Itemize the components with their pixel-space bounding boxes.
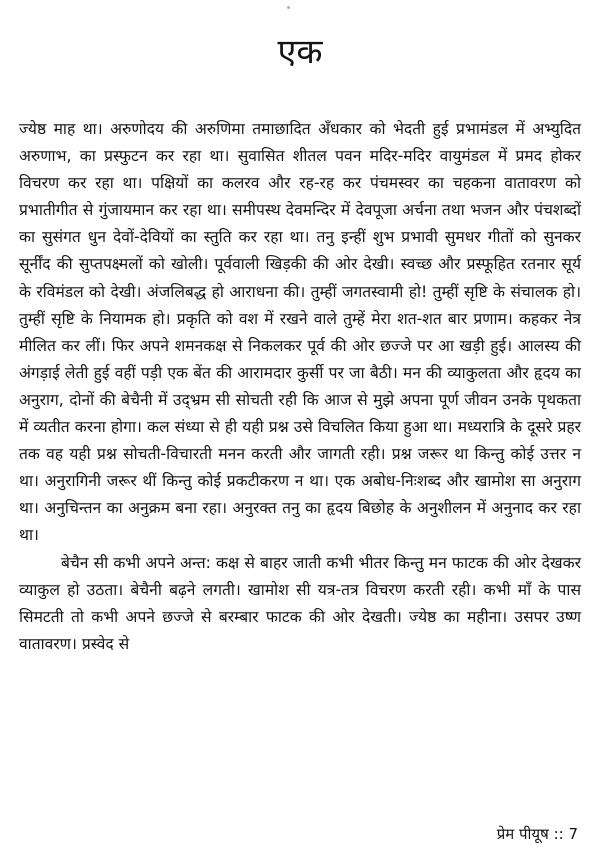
chapter-title: एक [277,32,323,72]
top-margin-dot [287,6,290,9]
paragraph-2: बेचैन सी कभी अपने अन्त: कक्ष से बाहर जाती कभी भीतर किन्तु मन फाटक की ओर देखकर व्याकुल हो उठता। बेचैनी बढ़ने लगती। खामोश सी यत्र-तत्र विचरण करती रही। कभी माँ के पास सिमटती तो कभी अपने छज्जे से बरम्बार फाटक की ओर देखती। ज्येष्ठ का महीना। उसपर उष्ण वातावरण। प्रस्वेद से [19,553,581,653]
page-footer: प्रेम पीयूष :: 7 [496,825,578,843]
body-text [19,116,581,658]
paragraph-1: ज्येष्ठ माह था। अरुणोदय की अरुणिमा तमाछादित अँधकार को भेदती हुई प्रभामंडल में अभ्युदित अरुणाभ, का प्रस्फुटन कर रहा था। सुवासित शीतल पवन मदिर-मदिर वायुमंडल में प्रमद होकर विचरण कर रहा था। पक्षियों का कलरव और रह-रह कर पंचमस्वर का चहकना वातावरण को प्रभातीगीत से गुंजायमान कर रहा था। समीपस्थ देवमन्दिर में देवपूजा अर्चना तथा भजन और पंचशब्दों का सुसंगत धुन देवों-देवियों का स्तुति कर रहा था। तनु इन्हीं शुभ प्रभावी सुमधर गीतों को सुनकर सूर्नींद की सुप्तपक्ष्मलों को खोली। पूर्ववाली खिड़की की ओर देखी। स्वच्छ और प्रस्फूहित रतनार सूर्य के रविमंडल को देखी। अंजलिबद्ध हो आराधना की। तुम्हीं जगतस्वामी हो! तुम्हीं सृष्टि के संचालक हो। तुम्हीं सृष्टि के नियामक हो। प्रकृति को वश में रखने वाले तुम्हें मेरा शत-शत बार प्रणाम। कहकर नेत्र मीलित कर लीं। फिर अपने शमनकक्ष से निकलकर पूर्व की ओर छज्जे पर आ खड़ी हुई। आलस्य की अंगड़ाई लेती हुई वहीं पड़ी एक बेंत की आरामदार कुर्सी पर जा बैठी। मन की व्याकुलता और हृदय का अनुराग, दोनों की बेचैनी में उद्भ्रम सी सोचती रही कि आज से मुझे अपना पूर्ण जीवन उनके पृथकता में व्यतीत करना होगा। कल संध्या से ही यही प्रश्न उसे विचलित किया हुआ था। मध्यरात्रि के दूसरे प्रहर तक वह यही प्रश्न सोचती-विचारती मनन करती और जागती रही। प्रश्न जरूर था किन्तु कोई उत्तर न था। अनुरागिनी जरूर थीं किन्तु कोई प्रकटीकरण न था। एक अबोध-निःशब्द और खामोश सा अनुराग था। अनुचिन्तन का अनुक्रम बना रहा। अनुरक्त तनु का हृदय बिछोह के अनुशीलन में अनुनाद कर रहा था। [19,120,581,545]
